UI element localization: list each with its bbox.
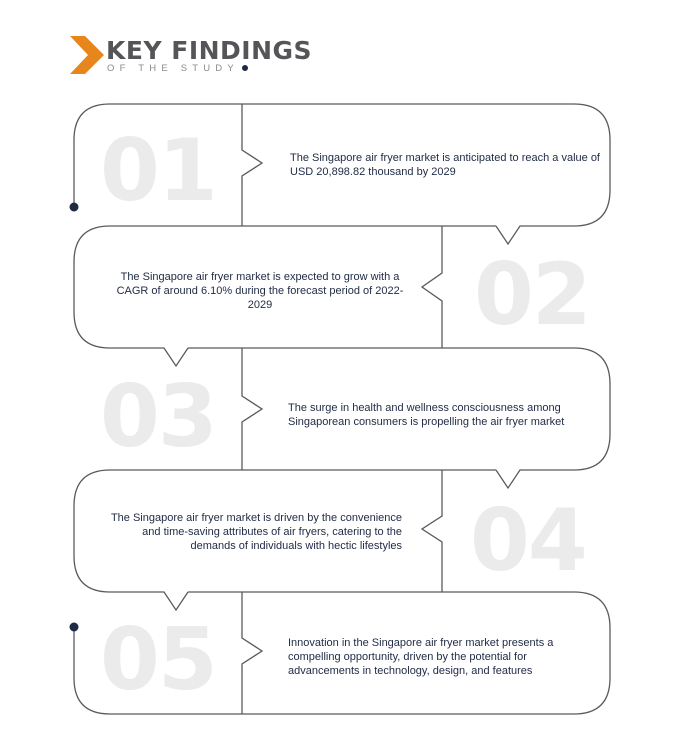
page-title: KEY FINDINGS	[106, 36, 313, 65]
finding-number-1: 01	[100, 121, 216, 221]
row-5-divider	[242, 592, 262, 714]
finding-number-3: 03	[100, 367, 216, 467]
end-dot-icon	[70, 623, 79, 632]
finding-text-5: Innovation in the Singapore air fryer market presents a compelling opportunity, driven by the potential for advancements in technology, design, and features	[288, 637, 554, 677]
row-2-divider	[422, 226, 442, 348]
finding-number-5: 05	[100, 610, 216, 710]
finding-text-2: The Singapore air fryer market is expected to grow with a CAGR of around 6.10% during the forecast period of 2022-2029	[116, 271, 404, 311]
finding-number-4: 04	[470, 491, 586, 591]
finding-text-1: The Singapore air fryer market is anticipated to reach a value of USD 20,898.82 thousand by 2029	[290, 152, 600, 178]
row-3-divider	[242, 348, 262, 470]
row-4-divider	[422, 470, 442, 592]
finding-text-4: The Singapore air fryer market is driven by the convenience and time-saving attributes of air fryers, catering to the demands of individuals with hectic lifestyles	[110, 512, 402, 552]
page-subtitle-text: OF THE STUDY	[107, 63, 239, 74]
start-dot-icon	[70, 203, 79, 212]
finding-text-3: The surge in health and wellness consciousness among Singaporean consumers is propelling the air fryer market	[288, 402, 565, 428]
finding-number-2: 02	[474, 245, 590, 345]
row-1-divider	[242, 104, 262, 226]
